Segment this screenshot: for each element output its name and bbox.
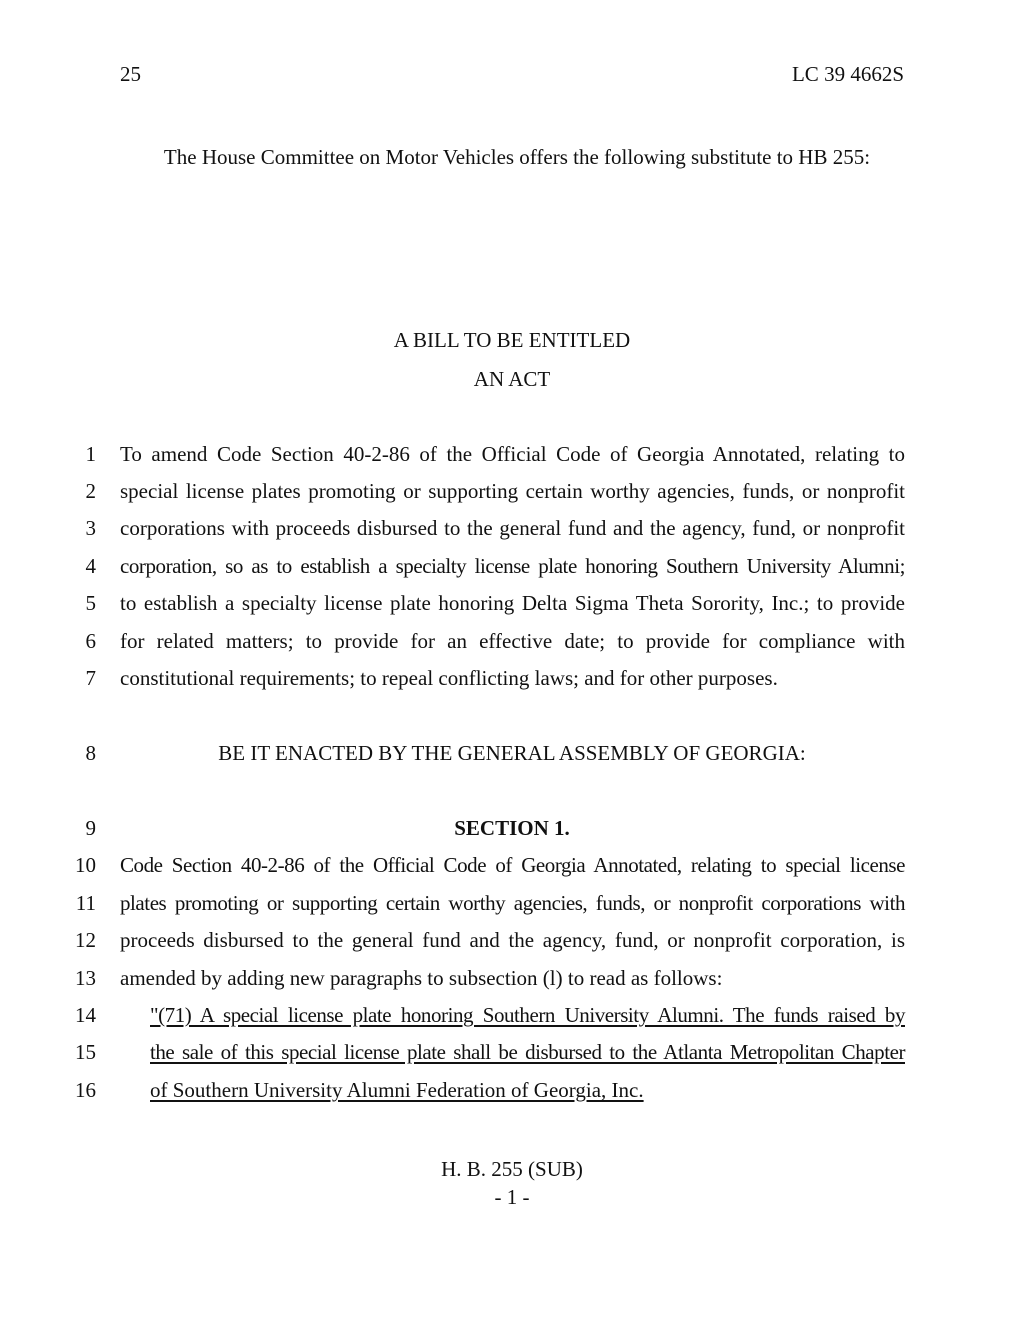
- body-line: constitutional requirements; to repeal conflicting laws; and for other purposes.: [120, 666, 778, 690]
- section-heading: SECTION 1.: [454, 816, 570, 840]
- line-number: 6: [85, 629, 96, 653]
- line-number: 10: [75, 853, 96, 877]
- body-line: amended by adding new paragraphs to subsection (l) to read as follows:: [120, 966, 723, 990]
- body-line: special license plates promoting or supporting certain worthy agencies, funds, or nonprofit: [120, 479, 905, 503]
- inserted-text-line: "(71) A special license plate honoring Southern University Alumni. The funds raised by: [150, 1003, 905, 1027]
- body-line: plates promoting or supporting certain worthy agencies, funds, or nonprofit corporations with: [120, 891, 905, 915]
- line-number: 8: [85, 741, 96, 765]
- inserted-text-line: of Southern University Alumni Federation of Georgia, Inc.: [150, 1078, 644, 1102]
- line-number: 12: [75, 928, 96, 952]
- footer-page-label: - 1 -: [494, 1185, 530, 1209]
- body-line: Code Section 40-2-86 of the Official Code of Georgia Annotated, relating to special license: [120, 853, 905, 877]
- line-number: 7: [85, 666, 96, 690]
- line-number: 11: [75, 891, 96, 915]
- page-number: 25: [120, 62, 141, 86]
- body-line: for related matters; to provide for an effective date; to provide for compliance with: [120, 629, 905, 653]
- bill-title: A BILL TO BE ENTITLED: [393, 328, 631, 352]
- act-title: AN ACT: [473, 367, 551, 391]
- line-number: 15: [75, 1040, 96, 1064]
- document-code: LC 39 4662S: [791, 62, 904, 86]
- inserted-text-line: the sale of this special license plate shall be disbursed to the Atlanta Metropolitan Chapter: [150, 1040, 905, 1064]
- body-line: corporation, so as to establish a specialty license plate honoring Southern University Alumni;: [120, 554, 905, 578]
- line-number: 5: [85, 591, 96, 615]
- line-number: 3: [85, 516, 96, 540]
- line-number: 13: [75, 966, 96, 990]
- body-line: To amend Code Section 40-2-86 of the Official Code of Georgia Annotated, relating to: [120, 442, 905, 466]
- committee-offer-line: The House Committee on Motor Vehicles offers the following substitute to HB 255:: [163, 145, 871, 169]
- line-number: 2: [85, 479, 96, 503]
- footer-bill-id: H. B. 255 (SUB): [441, 1157, 583, 1181]
- line-number: 14: [75, 1003, 96, 1027]
- body-line: proceeds disbursed to the general fund and the agency, fund, or nonprofit corporation, is: [120, 928, 905, 952]
- line-number: 1: [85, 442, 96, 466]
- line-number: 9: [85, 816, 96, 840]
- line-number: 4: [85, 554, 96, 578]
- body-line: corporations with proceeds disbursed to the general fund and the agency, fund, or nonprofit: [120, 516, 905, 540]
- line-number: 16: [75, 1078, 96, 1102]
- body-line: to establish a specialty license plate honoring Delta Sigma Theta Sorority, Inc.; to provide: [120, 591, 905, 615]
- enacting-clause: BE IT ENACTED BY THE GENERAL ASSEMBLY OF GEORGIA:: [218, 741, 806, 765]
